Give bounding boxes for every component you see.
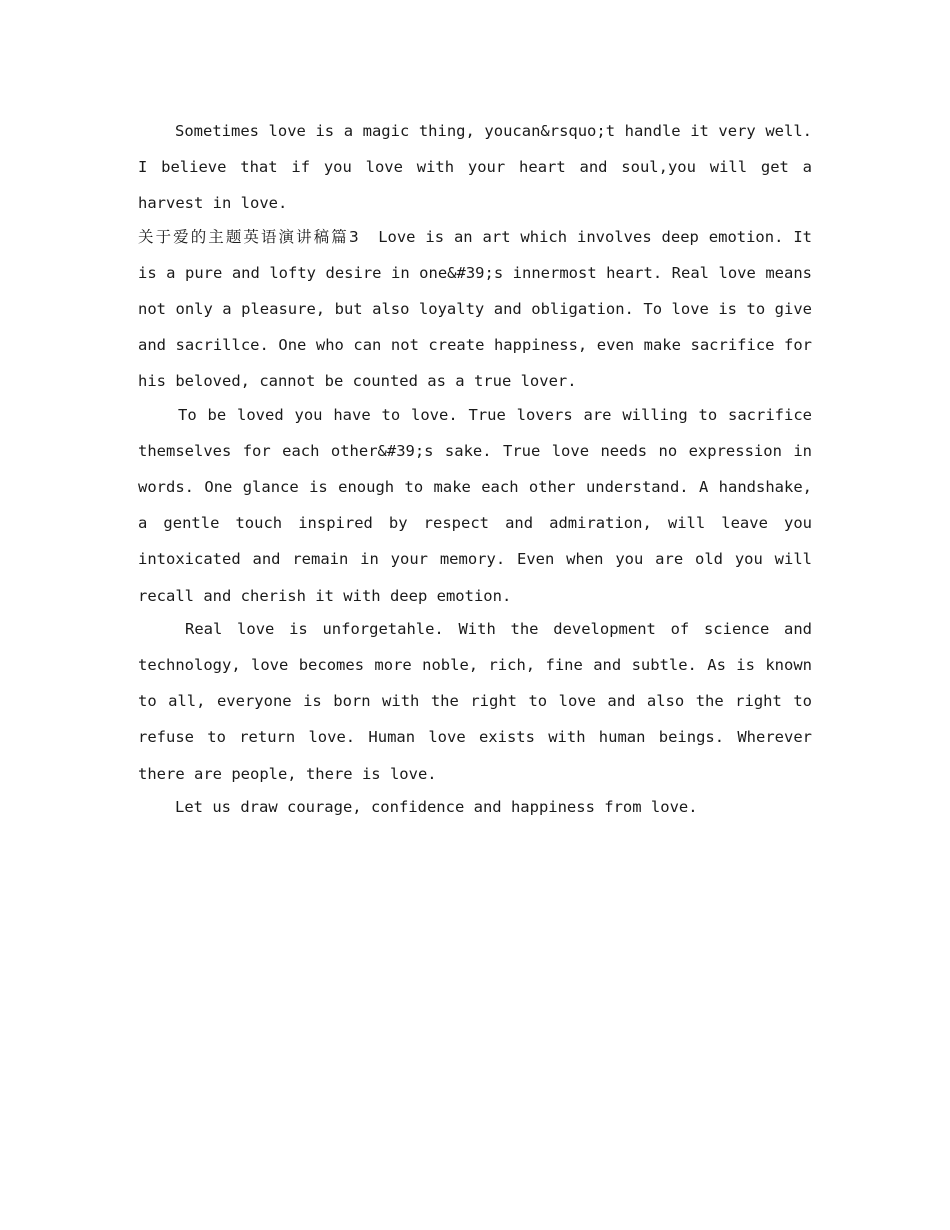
section-heading: 关于爱的主题英语演讲稿篇3 bbox=[138, 227, 361, 246]
paragraph-1: Sometimes love is a magic thing, youcan&rsquo;t handle it very well. I believe that if you love with your heart and soul,you will get a harvest in love. bbox=[138, 122, 812, 213]
document-body bbox=[138, 113, 812, 825]
paragraph-2-text: Love is an art which involves deep emotion. It is a pure and lofty desire in one&#39;s innermost heart. Real love means not only a pleasure, but also loyalty and obligation. To love is to give and sacrillce. One who can not create happiness, even make sacrifice for his beloved, cannot be counted as a true lover. bbox=[138, 227, 812, 391]
paragraph-3: To be loved you have to love. True lovers are willing to sacrifice themselves for each other&#39;s sake. True love needs no expression in words. One glance is enough to make each other understand. A handshake, a gentle touch inspired by respect and admiration, will leave you intoxicated and remain in your memory. Even when you are old you will recall and cherish it with deep emotion. bbox=[138, 405, 812, 605]
paragraph-2 bbox=[138, 219, 812, 400]
paragraph-5: Let us draw courage, confidence and happiness from love. bbox=[175, 797, 698, 816]
paragraph-4: Real love is unforgetahle. With the development of science and technology, love becomes more noble, rich, fine and subtle. As is known to all, everyone is born with the right to love and also the right to refuse to return love. Human love exists with human beings. Wherever there are people, there is love. bbox=[138, 619, 812, 783]
